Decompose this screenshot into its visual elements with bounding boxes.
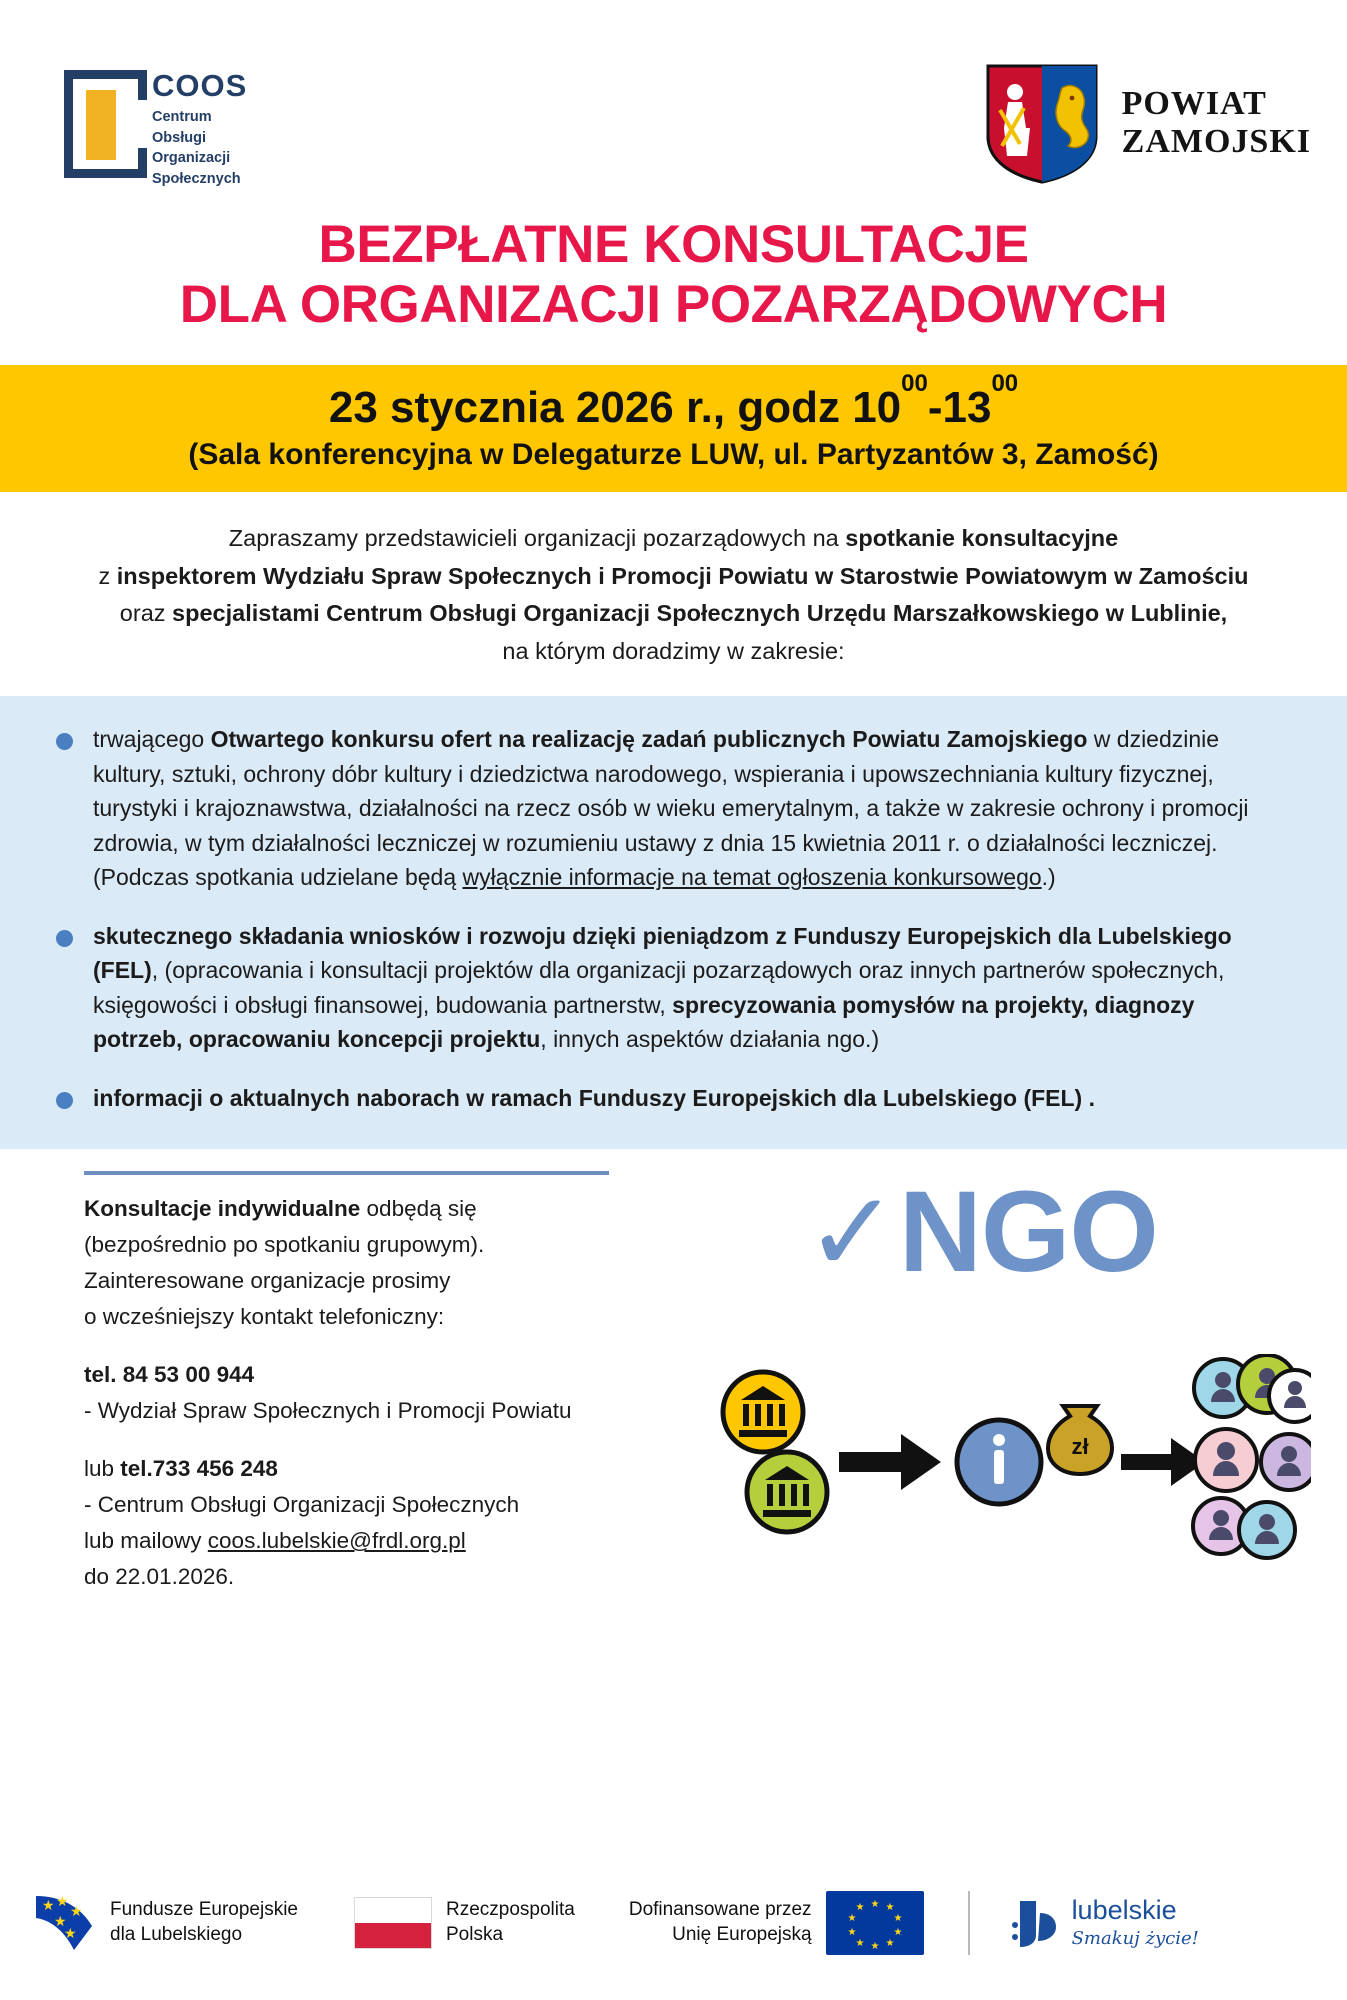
intro-line-1-a: Zapraszamy przedstawicieli organizacji pozarządowych na <box>228 525 846 552</box>
phone-2-description: - Centrum Obsługi Organizacji Społecznych <box>84 1492 520 1518</box>
fe-label-line-1: Fundusze Europejskie <box>110 1899 298 1921</box>
intro-paragraph <box>0 492 1347 696</box>
ngo-word: NGO <box>898 1168 1158 1297</box>
svg-text:★: ★ <box>885 1938 895 1949</box>
phone-1-number: tel. 84 53 00 944 <box>84 1362 255 1388</box>
rp-label-line-1: Rzeczpospolita <box>446 1899 575 1921</box>
svg-text:zł: zł <box>1071 1434 1089 1460</box>
topic-2-seg-1: skutecznego składania wniosków i rozwoju dzięki pieniądzom z Funduszy Europejskich dla Lubelskiego (FEL) <box>93 922 1232 984</box>
email-line <box>84 1523 684 1559</box>
powiat-label-line-2: ZAMOJSKI <box>1121 123 1311 160</box>
funding-flow-diagram <box>711 1354 1311 1574</box>
people-icons <box>1193 1355 1311 1558</box>
intro-line-2-b: inspektorem Wydziału Spraw Społecznych i Promocji Powiatu w Starostwie Powiatowym w Zamościu <box>116 562 1249 589</box>
event-hour-start-sup: 00 <box>901 370 928 398</box>
intro-line-1-b: spotkanie konsultacyjne <box>845 525 1119 552</box>
lubelskie-logo <box>1010 1895 1199 1951</box>
list-item <box>56 722 1287 895</box>
svg-text:★: ★ <box>56 1893 69 1909</box>
svg-text:★: ★ <box>70 1903 83 1919</box>
poster-header <box>0 0 1347 215</box>
topic-1-text <box>93 722 1287 895</box>
intro-line-3 <box>40 595 1307 633</box>
list-item <box>56 1081 1287 1116</box>
topic-1-seg-2: Otwartego konkursu ofert na realizację zadań publicznych Powiatu Zamojskiego <box>210 726 1088 753</box>
info-icon <box>957 1420 1041 1504</box>
powiat-zamojski-logo <box>984 62 1311 184</box>
contact-line-1 <box>84 1191 684 1227</box>
eu-label-line-1: Dofinansowane przez <box>628 1899 812 1921</box>
bank-icon <box>747 1452 827 1532</box>
event-hour-end-sup: 00 <box>991 370 1019 398</box>
page-title-line-1: BEZPŁATNE KONSULTACJE <box>318 215 1029 274</box>
topic-1-seg-5: .) <box>1041 864 1056 891</box>
svg-text:★: ★ <box>893 1927 903 1938</box>
eu-funding-logo <box>629 1891 924 1955</box>
topic-3-text <box>93 1081 1095 1116</box>
intro-line-2 <box>40 558 1307 596</box>
fundusze-europejskie-logo <box>34 1892 298 1954</box>
event-location: (Sala konferencyjna w Delegaturze LUW, ul. Partyzantów 3, Zamość) <box>188 438 1159 472</box>
phone-1 <box>84 1357 684 1393</box>
contact-line-3: Zainteresowane organizacje prosimy <box>84 1268 451 1294</box>
intro-line-3-b: specjalistami Centrum Obsługi Organizacji Społecznych Urzędu Marszałkowskiego w Lublinie, <box>172 600 1228 627</box>
phone-2-number: tel.733 456 248 <box>120 1456 278 1482</box>
coos-mark-icon <box>64 70 138 178</box>
contact-text <box>84 1191 684 1595</box>
page-title <box>0 215 1347 335</box>
event-date-mid: -13 <box>927 382 992 432</box>
topic-1-seg-4: wyłącznie informacje na temat ogłoszenia konkursowego <box>462 864 1042 891</box>
svg-text:★: ★ <box>855 1938 865 1949</box>
rp-label-line-2: Polska <box>446 1924 504 1945</box>
event-date-prefix: 23 stycznia 2026 r., godz 10 <box>328 382 902 432</box>
svg-text:★: ★ <box>54 1913 67 1929</box>
svg-text:★: ★ <box>855 1902 865 1913</box>
arrow-icon <box>1121 1438 1205 1486</box>
bullet-dot-icon <box>56 930 73 947</box>
intro-line-2-a: z <box>98 562 117 589</box>
topic-2-seg-3: sprecyzowania pomysłów na projekty, diagnozy potrzeb, opracowaniu koncepcji projektu <box>93 991 1195 1053</box>
lubelskie-tagline: Smakuj życie! <box>1071 1928 1199 1949</box>
topic-2-text <box>93 919 1287 1057</box>
svg-text:★: ★ <box>64 1925 77 1941</box>
topic-1-seg-1: trwającego <box>93 726 211 753</box>
phone-1-description: - Wydział Spraw Społecznych i Promocji Powiatu <box>84 1398 572 1424</box>
coos-logo <box>64 70 247 189</box>
eu-flag-icon <box>826 1891 924 1955</box>
svg-text:★: ★ <box>42 1897 55 1913</box>
bullet-dot-icon <box>56 733 73 750</box>
money-bag-icon <box>1048 1406 1112 1474</box>
svg-text:★: ★ <box>870 1941 880 1952</box>
topic-2-seg-2: , (opracowania i konsultacji projektów dla organizacji pozarządowych oraz innych partnerów społecznych, księgowości i obsługi finansowej, budowania partnerstw, <box>93 957 1225 1018</box>
topic-3-seg-1: informacji o aktualnych naborach w ramach Funduszy Europejskich dla Lubelskiego (FEL) . <box>93 1084 1095 1111</box>
divider <box>84 1171 609 1175</box>
poland-flag-icon <box>354 1897 432 1949</box>
list-item <box>56 919 1287 1057</box>
coos-name-line-3: Organizacji <box>152 150 231 167</box>
intro-line-4: na którym doradzimy w zakresie: <box>502 637 845 664</box>
topic-1-seg-3: w dziedzinie kultury, sztuki, ochrony dóbr kultury i dziedzictwa narodowego, wspierania i upowszechniania kultury fizycznej, turystyki i krajoznawstwa, działalności na rzecz osób w wieku emerytalnym, a także w zakresie ochrony i promocji zdrowia, w tym działalności leczniczej w rozumieniu ustawy z dnia 15 kwietnia 2011 r. o działalności leczniczej. (Podczas spotkania udzielane będą <box>93 726 1249 891</box>
coos-name-line-2: Obsługi <box>152 129 206 146</box>
footer-logos <box>0 1868 1347 1978</box>
bank-icon <box>723 1372 803 1452</box>
arrow-icon <box>839 1434 941 1490</box>
eu-label-line-2: Unię Europejską <box>672 1924 812 1945</box>
svg-text:★: ★ <box>870 1899 880 1910</box>
lubelskie-mark-icon <box>1010 1895 1062 1951</box>
ngo-graphic <box>805 1168 1275 1297</box>
divider <box>968 1891 970 1955</box>
deadline: do 22.01.2026. <box>84 1564 235 1590</box>
email-prefix: lub mailowy <box>84 1528 208 1554</box>
bullet-dot-icon <box>56 1092 73 1109</box>
contact-section <box>0 1149 1347 1590</box>
lubelskie-name: lubelskie <box>1071 1895 1177 1925</box>
powiat-label-line-1: POWIAT <box>1121 84 1267 122</box>
event-date-band <box>0 365 1347 492</box>
coos-name-line-1: Centrum <box>152 109 212 125</box>
intro-line-1 <box>40 520 1307 558</box>
phone-2-prefix: lub <box>84 1456 121 1482</box>
fe-label-line-2: dla Lubelskiego <box>110 1924 243 1945</box>
intro-line-3-a: oraz <box>119 600 173 627</box>
page-title-line-2: DLA ORGANIZACJI POZARZĄDOWYCH <box>179 274 1168 334</box>
svg-text:★: ★ <box>847 1927 857 1938</box>
contact-line-1-bold: Konsultacje indywidualne <box>84 1196 361 1222</box>
topic-2-seg-4: , innych aspektów działania ngo.) <box>540 1026 880 1053</box>
coos-name-line-4: Społecznych <box>152 170 241 187</box>
coat-of-arms-icon <box>984 62 1100 184</box>
topics-list <box>0 696 1347 1149</box>
email-link[interactable]: coos.lubelskie@frdl.org.pl <box>207 1528 466 1554</box>
svg-text:★: ★ <box>885 1902 895 1913</box>
check-icon: ✓ <box>805 1169 899 1295</box>
contact-line-4: o wcześniejszy kontakt telefoniczny: <box>84 1304 445 1330</box>
svg-text:★: ★ <box>847 1913 857 1924</box>
rzeczpospolita-polska-logo <box>354 1897 575 1949</box>
eu-stars-icon <box>34 1892 96 1954</box>
phone-2 <box>84 1451 684 1487</box>
coos-abbreviation: COOS <box>152 68 248 103</box>
svg-text:★: ★ <box>893 1913 903 1924</box>
contact-line-2: (bezpośrednio po spotkaniu grupowym). <box>84 1232 485 1258</box>
contact-line-1-rest: odbędą się <box>360 1196 477 1222</box>
event-datetime <box>0 370 1347 432</box>
